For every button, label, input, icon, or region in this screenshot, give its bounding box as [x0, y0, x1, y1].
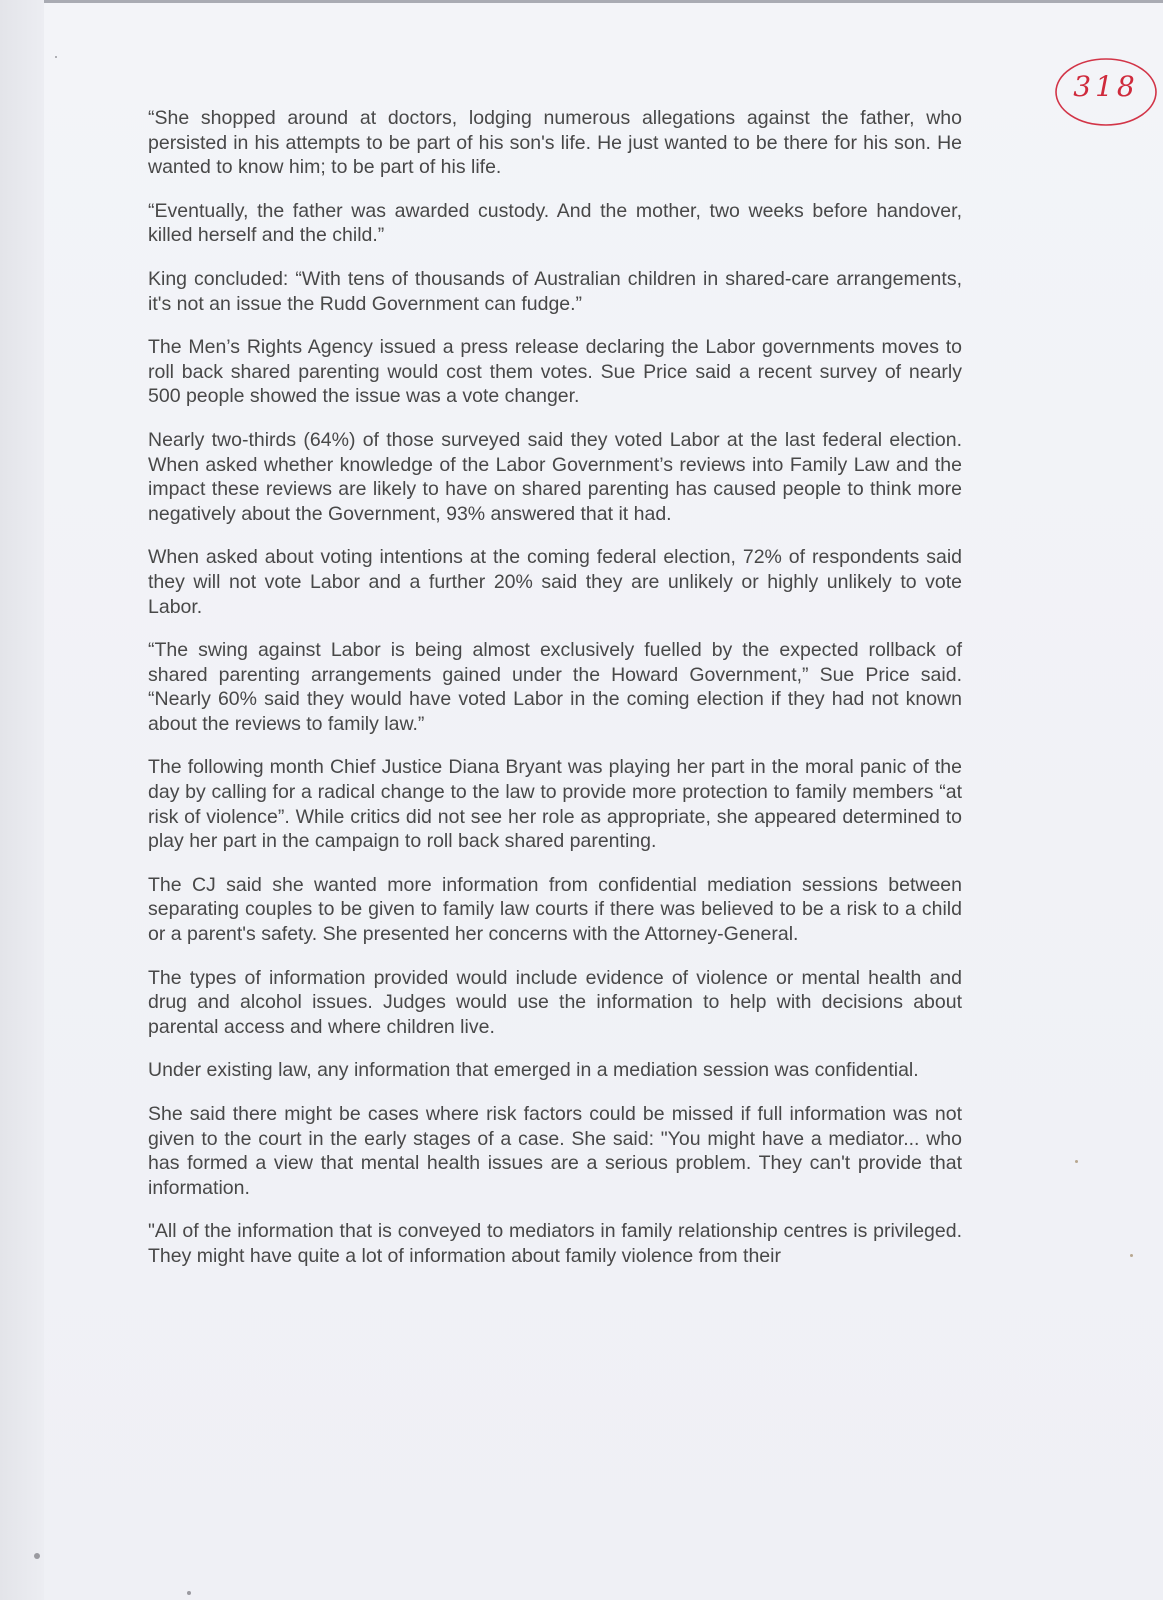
paragraph: The CJ said she wanted more information from confidential mediation sessions between separating couples to be given to family law courts if there was believed to be a risk to a child or a parent's safety. She presented her concerns with the Attorney-General. — [148, 873, 962, 946]
scan-speck — [187, 1591, 191, 1595]
paragraph: The Men’s Rights Agency issued a press release declaring the Labor governments moves to roll back shared parenting would cost them votes. Sue Price said a recent survey of nearly 500 people showed the issue was a vote changer. — [148, 336, 962, 408]
scan-speck — [34, 1553, 40, 1559]
paragraph: "All of the information that is conveyed to mediators in family relationship centres is privileged. They might have quite a lot of information about family violence from their — [148, 1220, 962, 1267]
paragraph: Nearly two-thirds (64%) of those surveyed said they voted Labor at the last federal election. When asked whether knowledge of the Labor Government’s reviews into Family Law and the impact these reviews are likely to have on shared parenting has caused people to think more negatively about the Government, 93% answered that it had. — [148, 428, 962, 525]
scan-speck — [1075, 1160, 1078, 1163]
paragraph: King concluded: “With tens of thousands of Australian children in shared-care arrangements, it's not an issue the Rudd Government can fudge.” — [148, 267, 962, 315]
handwritten-page-number — [1054, 56, 1158, 128]
paragraph: “She shopped around at doctors, lodging numerous allegations against the father, who persisted in his attempts to be part of his son's life. He just wanted to be there for his son. He wanted to know him; to be part of his life. — [148, 107, 962, 179]
scan-speck — [55, 56, 57, 58]
paragraph: The types of information provided would include evidence of violence or mental health and drug and alcohol issues. Judges would use the information to help with decisions about parental access and where children live. — [148, 966, 962, 1038]
paragraph: Under existing law, any information that emerged in a mediation session was confidential. — [148, 1059, 919, 1082]
paragraph: The following month Chief Justice Diana Bryant was playing her part in the moral panic of the day by calling for a radical change to the law to provide more protection to family members “at risk of violence”. While critics did not see her role as appropriate, she appeared determined to play her part in the campaign to roll back shared parenting. — [148, 756, 962, 853]
page-left-margin-shadow — [0, 0, 44, 1600]
page-number-label: 318 — [1073, 70, 1139, 103]
paragraph: She said there might be cases where risk factors could be missed if full information was not given to the court in the early stages of a case. She said: "You might have a mediator... who has formed a view that mental health issues are a serious problem. They can't provide that information. — [148, 1103, 962, 1199]
paragraph: When asked about voting intentions at the coming federal election, 72% of respondents said they will not vote Labor and a further 20% said they are unlikely or highly unlikely to vote Labor. — [148, 546, 962, 618]
scan-speck — [1130, 1254, 1133, 1257]
paragraph: “Eventually, the father was awarded custody. And the mother, two weeks before handover, killed herself and the child.” — [148, 199, 962, 247]
article-body — [148, 106, 962, 1288]
page-top-edge — [44, 0, 1163, 3]
paragraph: “The swing against Labor is being almost exclusively fuelled by the expected rollback of shared parenting arrangements gained under the Howard Government,” Sue Price said. “Nearly 60% said they would have voted Labor in the coming election if they had not known about the reviews to family law.” — [148, 639, 962, 735]
